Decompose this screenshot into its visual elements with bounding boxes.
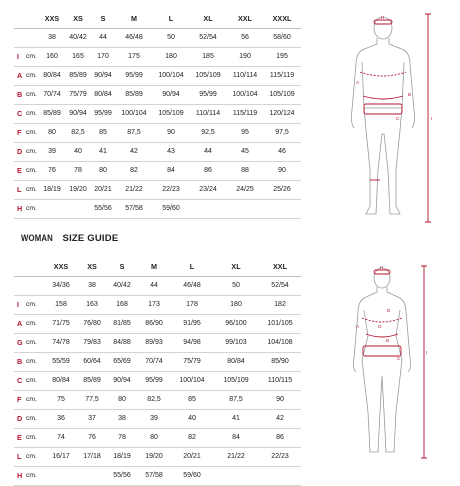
table-cell: 57/58 [125,205,143,212]
table-cell: 82 [130,167,138,174]
table-cell: 85/89 [125,91,143,98]
table-cell: 55/56 [94,205,112,212]
table-cell: 16/17 [52,453,70,460]
unit-label: cm. [26,320,37,327]
table-cell: 25/26 [273,186,291,193]
table-cell: 44 [150,282,158,289]
table-cell: 90 [276,396,284,403]
table-cell: 40/42 [113,282,131,289]
table-cell: 97,5 [275,129,289,136]
woman-size-guide-title [21,233,118,244]
table-cell: 100/104 [121,110,147,117]
woman-header-row [14,258,301,277]
table-cell: 86 [276,434,284,441]
svg-text:B: B [408,92,412,97]
woman-row-h [14,467,301,486]
table-cell: 165 [72,53,84,60]
woman-row-c [14,372,301,391]
table-cell: 65/69 [113,358,131,365]
table-cell: 95/99 [199,91,217,98]
table-cell: 115/119 [232,110,258,117]
man-row-i [14,48,301,67]
table-cell: 37 [88,415,96,422]
man-measurement-figure-icon [330,10,440,225]
woman-row-a [14,315,301,334]
measure-letter: E [17,166,22,175]
table-cell: 21/22 [125,186,143,193]
man-header-xxl: XXL [238,14,252,23]
table-cell: 22/23 [271,453,289,460]
table-cell: 43 [167,148,175,155]
measure-letter: L [17,185,22,194]
measure-letter: B [17,357,23,366]
table-cell: 82 [188,434,196,441]
svg-text:I: I [426,350,428,355]
measure-letter: L [17,452,22,461]
man-row-f [14,124,301,143]
table-cell: 74/78 [52,339,70,346]
table-cell: 20/21 [94,186,112,193]
table-cell: 105/109 [269,91,295,98]
svg-text:C: C [396,116,400,121]
table-cell: 170 [97,53,109,60]
table-cell: 85/89 [69,72,87,79]
table-cell: 38 [118,415,126,422]
table-cell: 60/64 [83,358,101,365]
table-cell: 87,5 [229,396,243,403]
unit-label: cm. [26,301,37,308]
man-table-body [14,29,301,219]
woman-row-l [14,448,301,467]
measure-letter: F [17,395,22,404]
table-cell: 17/18 [83,453,101,460]
man-size-table [14,10,301,219]
measure-letter: D [17,414,23,423]
table-cell: 158 [55,301,67,308]
table-cell: 82,5 [71,129,85,136]
table-cell: 104/108 [267,339,293,346]
table-cell: 42 [130,148,138,155]
woman-header-xxl: XXL [273,262,287,271]
table-cell: 80 [150,434,158,441]
table-cell: 85/89 [43,110,61,117]
table-cell: 38 [48,34,56,41]
table-cell: 46/48 [183,282,201,289]
table-cell: 44 [204,148,212,155]
woman-row-i [14,296,301,315]
table-cell: 39 [48,148,56,155]
unit-label: cm. [26,186,37,193]
svg-text:A: A [356,324,360,329]
table-cell: 77,5 [85,396,99,403]
table-cell: 76 [48,167,56,174]
table-cell: 90 [167,129,175,136]
table-cell: 57/58 [145,472,163,479]
table-cell: 59/60 [183,472,201,479]
table-cell: 58/60 [273,34,291,41]
measure-letter: H [17,204,23,213]
table-cell: 85/89 [83,377,101,384]
table-cell: 20/21 [183,453,201,460]
table-cell: 80/84 [227,358,245,365]
table-cell: 90/94 [94,72,112,79]
table-cell: 74 [57,434,65,441]
table-cell: 70/74 [145,358,163,365]
unit-label: cm. [26,91,37,98]
table-cell: 40/42 [69,34,87,41]
table-cell: 80/84 [43,72,61,79]
table-cell: 81/85 [113,320,131,327]
unit-label: cm. [26,358,37,365]
measure-letter: I [17,300,19,309]
table-cell: 22/23 [162,186,180,193]
table-cell: 105/109 [158,110,184,117]
measure-letter: C [17,109,23,118]
table-cell: 82,5 [147,396,161,403]
table-cell: 71/75 [52,320,70,327]
table-cell: 75/79 [69,91,87,98]
woman-header-xl: XL [231,262,241,271]
woman-table-body [14,277,301,486]
svg-text:H: H [381,15,385,20]
man-row-size-eu [14,29,301,48]
measure-letter: D [17,147,23,156]
table-cell: 40 [188,415,196,422]
table-cell: 50 [167,34,175,41]
table-cell: 84/88 [113,339,131,346]
man-header-xxs: XXS [44,14,60,23]
table-cell: 178 [186,301,198,308]
table-cell: 85 [99,129,107,136]
table-cell: 75/79 [183,358,201,365]
table-cell: 70/74 [43,91,61,98]
table-cell: 78 [74,167,82,174]
table-cell: 90/94 [162,91,180,98]
table-cell: 41 [232,415,240,422]
table-cell: 80/84 [94,91,112,98]
table-cell: 110/115 [267,377,293,384]
woman-measurement-figure-icon [330,262,440,462]
table-cell: 91/95 [183,320,201,327]
table-cell: 55/56 [113,472,131,479]
svg-text:D: D [387,308,391,313]
table-cell: 75 [57,396,65,403]
woman-row-d [14,410,301,429]
measure-letter: F [17,128,22,137]
woman-header-xxs: XXS [53,262,69,271]
man-header-row [14,10,301,29]
measure-letter: C [17,376,23,385]
table-cell: 90/94 [69,110,87,117]
table-cell: 92,5 [201,129,215,136]
table-cell: 24/25 [236,186,254,193]
woman-row-e [14,429,301,448]
svg-text:B: B [386,338,390,343]
table-cell: 23/24 [199,186,217,193]
table-cell: 180 [165,53,177,60]
woman-title-sub: SIZE GUIDE [62,233,119,244]
unit-label: cm. [26,377,37,384]
measure-letter: H [17,471,23,480]
man-row-b [14,86,301,105]
table-cell: 85/90 [271,358,289,365]
table-cell: 190 [239,53,251,60]
table-cell: 78 [118,434,126,441]
table-cell: 19/20 [69,186,87,193]
table-cell: 99/103 [225,339,247,346]
table-cell: 80 [48,129,56,136]
table-cell: 86 [204,167,212,174]
table-cell: 101/105 [267,320,293,327]
unit-label: cm. [26,415,37,422]
table-cell: 46/48 [125,34,143,41]
measure-letter: A [17,319,23,328]
table-cell: 80 [99,167,107,174]
table-cell: 40 [74,148,82,155]
table-cell: 185 [202,53,214,60]
table-cell: 95/99 [145,377,163,384]
table-cell: 94/98 [183,339,201,346]
unit-label: cm. [26,434,37,441]
table-cell: 110/114 [195,110,221,117]
table-cell: 195 [276,53,288,60]
unit-label: cm. [26,110,37,117]
table-cell: 36 [57,415,65,422]
svg-text:I: I [431,116,433,121]
table-cell: 100/104 [232,91,258,98]
unit-label: cm. [26,53,37,60]
table-cell: 88 [241,167,249,174]
woman-size-table [14,258,301,486]
woman-row-f [14,391,301,410]
svg-text:H: H [380,265,384,270]
man-row-c [14,105,301,124]
table-cell: 38 [88,282,96,289]
table-cell: 18/19 [43,186,61,193]
measure-letter: A [17,71,23,80]
table-cell: 182 [274,301,286,308]
woman-title-main: WOMAN [21,233,53,244]
table-cell: 100/104 [158,72,184,79]
unit-label: cm. [26,396,37,403]
measure-letter: B [17,90,23,99]
man-header-xs: XS [73,14,83,23]
table-cell: 173 [148,301,160,308]
table-cell: 95/99 [125,72,143,79]
table-cell: 34/36 [52,282,70,289]
table-cell: 180 [230,301,242,308]
unit-label: cm. [26,148,37,155]
table-cell: 44 [99,34,107,41]
table-cell: 80/84 [52,377,70,384]
unit-label: cm. [26,72,37,79]
woman-row-size-eu [14,277,301,296]
svg-text:G: G [378,324,382,329]
table-cell: 105/109 [223,377,249,384]
table-cell: 87,5 [127,129,141,136]
table-cell: 100/104 [179,377,205,384]
table-cell: 42 [276,415,284,422]
table-cell: 90 [278,167,286,174]
unit-label: cm. [26,453,37,460]
measure-letter: G [17,338,23,347]
table-cell: 105/109 [195,72,221,79]
table-cell: 120/124 [269,110,295,117]
unit-label: cm. [26,167,37,174]
svg-text:A: A [356,80,360,85]
man-row-e [14,162,301,181]
table-cell: 86/90 [145,320,163,327]
woman-header-s: S [119,262,125,271]
table-cell: 56 [241,34,249,41]
table-cell: 95/99 [94,110,112,117]
man-row-l [14,181,301,200]
unit-label: cm. [26,339,37,346]
man-row-d [14,143,301,162]
table-cell: 39 [150,415,158,422]
table-cell: 59/60 [162,205,180,212]
table-cell: 95 [241,129,249,136]
table-cell: 76 [88,434,96,441]
man-header-s: S [100,14,106,23]
table-cell: 21/22 [227,453,245,460]
man-row-h [14,200,301,219]
table-cell: 79/83 [83,339,101,346]
table-cell: 168 [116,301,128,308]
measure-letter: I [17,52,19,61]
table-cell: 80 [118,396,126,403]
table-cell: 115/119 [269,72,295,79]
table-cell: 19/20 [145,453,163,460]
table-cell: 90/94 [113,377,131,384]
table-cell: 163 [86,301,98,308]
table-cell: 45 [241,148,249,155]
woman-row-b [14,353,301,372]
man-header-xl: XL [203,14,213,23]
table-cell: 52/54 [271,282,289,289]
unit-label: cm. [26,205,37,212]
woman-header-l: L [189,262,195,271]
unit-label: cm. [26,472,37,479]
table-cell: 55/59 [52,358,70,365]
table-cell: 84 [232,434,240,441]
woman-header-xs: XS [87,262,97,271]
measure-letter: E [17,433,22,442]
table-cell: 52/54 [199,34,217,41]
svg-text:C: C [397,356,401,361]
man-header-m: M [131,14,137,23]
woman-header-m: M [151,262,157,271]
man-row-a [14,67,301,86]
table-cell: 85 [188,396,196,403]
table-cell: 160 [46,53,58,60]
table-cell: 18/19 [113,453,131,460]
man-header-xxxl: XXXL [272,14,292,23]
unit-label: cm. [26,129,37,136]
man-header-l: L [168,14,174,23]
woman-row-g [14,334,301,353]
table-cell: 50 [232,282,240,289]
table-cell: 175 [128,53,140,60]
table-cell: 89/93 [145,339,163,346]
table-cell: 46 [278,148,286,155]
table-cell: 96/100 [225,320,247,327]
table-cell: 110/114 [232,72,258,79]
table-cell: 84 [167,167,175,174]
table-cell: 41 [99,148,107,155]
table-cell: 76/80 [83,320,101,327]
